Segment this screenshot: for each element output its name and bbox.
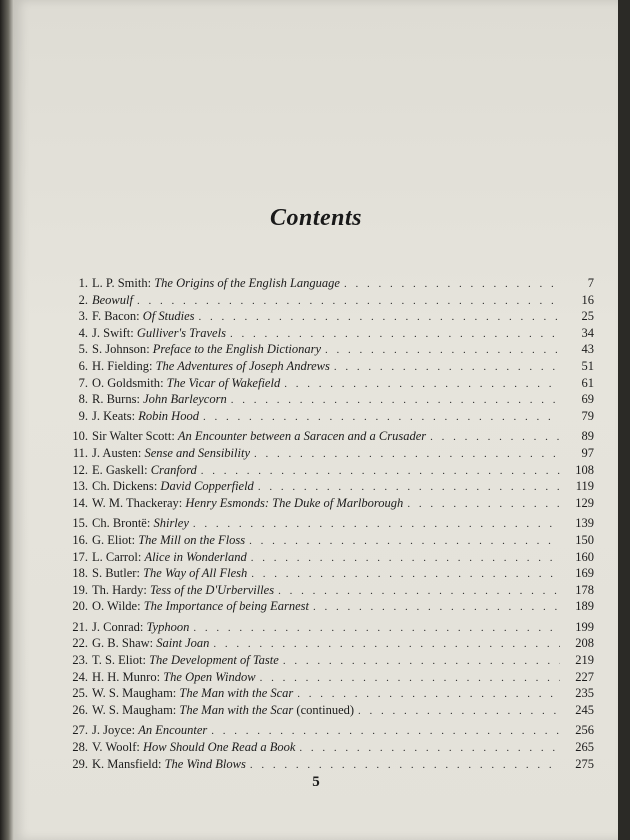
dot-leader xyxy=(213,638,560,650)
entry-author: G. B. Shaw xyxy=(92,636,150,651)
entry-number: 21. xyxy=(72,619,88,634)
entry-page-number: 97 xyxy=(581,445,594,460)
contents-entry xyxy=(62,359,594,376)
entry-author: J. Conrad xyxy=(92,619,140,634)
entry-author: S. Johnson xyxy=(92,342,147,357)
entry-work-title: Of Studies xyxy=(142,309,195,324)
entry-page-number: 43 xyxy=(581,342,594,357)
entry-separator: : xyxy=(136,309,143,324)
entry-work-title: David Copperfield xyxy=(160,479,254,494)
entry-work-title: The Importance of being Earnest xyxy=(143,599,309,614)
entry-work-title: Cranford xyxy=(150,462,197,477)
entry-author: W. M. Thackeray xyxy=(92,495,179,510)
dot-leader xyxy=(258,481,560,493)
entry-work-title: The Man with the Scar xyxy=(179,702,294,717)
entry-author: T. S. Eliot xyxy=(92,653,143,668)
entry-author: L. Carrol xyxy=(92,549,138,564)
entry-author: Sir Walter Scott xyxy=(92,429,172,444)
contents-entry xyxy=(62,740,594,757)
entry-page-number: 178 xyxy=(575,582,594,597)
entry-page-number: 169 xyxy=(575,566,594,581)
entry-page-number: 16 xyxy=(581,292,594,307)
page-number: 5 xyxy=(312,774,320,790)
dot-leader xyxy=(284,378,560,390)
entry-note: (continued) xyxy=(293,702,355,717)
entry-number: 12. xyxy=(72,462,88,477)
entry-separator: : xyxy=(130,325,137,340)
entry-number: 20. xyxy=(72,599,88,614)
dot-leader xyxy=(201,465,560,477)
dot-leader xyxy=(325,344,560,356)
dot-leader xyxy=(283,655,560,667)
entry-separator: : xyxy=(137,549,145,564)
entry-work-title: Sense and Sensibility xyxy=(144,445,250,460)
dot-leader xyxy=(344,278,560,290)
entry-work-title: The Origins of the English Language xyxy=(154,276,340,290)
entry-number: 22. xyxy=(72,636,88,651)
entry-work-title: The Man with the Scar xyxy=(179,686,294,701)
book-page xyxy=(14,0,618,840)
entry-author: G. Eliot xyxy=(92,532,132,547)
entry-number: 19. xyxy=(72,582,88,597)
dot-leader xyxy=(407,498,560,510)
entry-work-title: Saint Joan xyxy=(156,636,210,651)
entry-work-title: Preface to the English Dictionary xyxy=(152,342,322,357)
entry-page-number: 160 xyxy=(575,549,594,564)
entry-separator: : xyxy=(157,756,165,771)
entry-work-title: Henry Esmonds: The Duke of Marlborough xyxy=(185,495,404,510)
contents-entry xyxy=(62,550,594,567)
entry-author: O. Wilde xyxy=(92,599,138,614)
entry-author: W. S. Maugham xyxy=(92,702,173,717)
entry-separator: : xyxy=(131,723,139,738)
entry-separator: : xyxy=(178,495,186,510)
contents-entry xyxy=(62,446,594,463)
entry-separator: : xyxy=(146,342,153,357)
entry-page-number: 7 xyxy=(587,276,594,290)
entry-work-title: The Mill on the Floss xyxy=(138,532,246,547)
dot-leader xyxy=(198,311,560,323)
entry-page-number: 108 xyxy=(575,462,594,477)
entry-author: J. Austen xyxy=(92,445,138,460)
contents-entry xyxy=(62,429,594,446)
entry-number: 2. xyxy=(78,292,88,307)
contents-entry xyxy=(62,686,594,703)
dot-leader xyxy=(251,568,560,580)
entry-author: J. Keats xyxy=(92,408,132,423)
entry-author: H. Fielding xyxy=(92,358,149,373)
entry-number: 7. xyxy=(78,375,88,390)
dot-leader xyxy=(193,622,560,634)
entry-number: 11. xyxy=(72,445,88,460)
entry-page-number: 79 xyxy=(581,408,594,423)
entry-number: 26. xyxy=(72,702,88,717)
contents-entry xyxy=(62,723,594,740)
page-title: Contents xyxy=(269,205,363,231)
entry-separator: : xyxy=(142,653,150,668)
entry-work-title: Alice in Wonderland xyxy=(144,549,247,564)
entry-author: Ch. Dickens xyxy=(92,479,154,494)
entry-work-title: The Development of Taste xyxy=(149,653,279,668)
contents-entry xyxy=(62,583,594,600)
dot-leader xyxy=(254,448,560,460)
entry-separator: : xyxy=(160,375,167,390)
entry-work-title: An Encounter xyxy=(138,723,208,738)
entry-work-title: The Open Window xyxy=(163,669,256,684)
dot-leader xyxy=(297,688,560,700)
entry-author: W. S. Maugham xyxy=(92,686,173,701)
entry-work-title: The Wind Blows xyxy=(164,756,246,771)
entry-number: 13. xyxy=(72,479,88,494)
dot-leader xyxy=(231,394,560,406)
entry-author: O. Goldsmith xyxy=(92,375,161,390)
entry-author: F. Bacon xyxy=(92,309,137,324)
entry-separator: : xyxy=(137,445,145,460)
entry-work-title: How Should One Read a Book xyxy=(142,740,296,755)
contents-entry xyxy=(62,326,594,343)
dot-leader xyxy=(250,759,560,771)
entry-page-number: 189 xyxy=(575,599,594,614)
entry-work-title: The Way of All Flesh xyxy=(143,566,248,581)
entry-page-number: 208 xyxy=(575,636,594,651)
contents-entry xyxy=(62,276,594,293)
contents-entry xyxy=(62,636,594,653)
entry-author: E. Gaskell xyxy=(92,462,145,477)
dot-leader xyxy=(313,601,560,613)
entry-number: 1. xyxy=(78,276,88,290)
entry-page-number: 139 xyxy=(575,516,594,531)
entry-number: 24. xyxy=(72,669,88,684)
entry-separator: : xyxy=(172,686,180,701)
entry-number: 16. xyxy=(72,532,88,547)
entry-work-title: Robin Hood xyxy=(138,408,199,423)
dot-leader xyxy=(278,585,560,597)
entry-number: 10. xyxy=(72,429,88,444)
entry-work-title: Gulliver's Travels xyxy=(136,325,226,340)
entry-separator: : xyxy=(131,532,139,547)
contents-entry xyxy=(62,566,594,583)
entry-number: 28. xyxy=(72,740,88,755)
entry-number: 18. xyxy=(72,566,88,581)
entry-page-number: 89 xyxy=(581,429,594,444)
entry-page-number: 34 xyxy=(581,325,594,340)
entry-number: 5. xyxy=(78,342,88,357)
entry-number: 29. xyxy=(72,756,88,771)
contents-entry xyxy=(62,496,594,513)
entry-separator: : xyxy=(147,276,155,290)
entry-author: L. P. Smith xyxy=(92,276,148,290)
entry-author: H. H. Munro xyxy=(92,669,157,684)
entry-separator: : xyxy=(143,582,150,597)
entry-number: 4. xyxy=(78,325,88,340)
contents-entry xyxy=(62,463,594,480)
entry-number: 23. xyxy=(72,653,88,668)
entry-author: K. Mansfield xyxy=(92,756,158,771)
dot-leader xyxy=(251,552,560,564)
entry-work-title: John Barleycorn xyxy=(143,392,227,407)
entry-page-number: 245 xyxy=(575,702,594,717)
entry-work-title: Shirley xyxy=(153,516,189,531)
contents-entry xyxy=(62,392,594,409)
contents-entry xyxy=(62,757,594,774)
entry-number: 15. xyxy=(72,516,88,531)
entry-work-title: The Adventures of Joseph Andrews xyxy=(155,358,330,373)
entry-number: 8. xyxy=(78,392,88,407)
entry-page-number: 69 xyxy=(581,392,594,407)
entry-separator: : xyxy=(146,516,154,531)
entry-separator: : xyxy=(131,408,139,423)
entry-work-title: Typhoon xyxy=(146,619,190,634)
entry-number: 6. xyxy=(78,358,88,373)
entry-page-number: 265 xyxy=(575,740,594,755)
contents-entry xyxy=(62,533,594,550)
entry-page-number: 51 xyxy=(581,358,594,373)
entry-page-number: 256 xyxy=(575,723,594,738)
show-through-text xyxy=(344,40,614,300)
dot-leader xyxy=(260,672,560,684)
contents-entry xyxy=(62,376,594,393)
entry-page-number: 227 xyxy=(575,669,594,684)
entry-number: 17. xyxy=(72,549,88,564)
entry-author: Th. Hardy xyxy=(92,582,144,597)
entry-work-title: An Encounter between a Saracen and a Crusader xyxy=(177,429,427,444)
entry-author: J. Joyce xyxy=(92,723,132,738)
dot-leader xyxy=(334,361,560,373)
entry-work-title: Beowulf xyxy=(92,292,133,307)
entry-work-title: Tess of the D'Urbervilles xyxy=(149,582,275,597)
entry-separator: : xyxy=(137,599,144,614)
entry-separator: : xyxy=(136,566,144,581)
contents-entry xyxy=(62,293,594,310)
contents-entry xyxy=(62,620,594,637)
entry-separator: : xyxy=(172,702,180,717)
entry-page-number: 219 xyxy=(575,653,594,668)
entry-page-number: 129 xyxy=(575,495,594,510)
dot-leader xyxy=(230,328,560,340)
dot-leader xyxy=(430,431,560,443)
entry-separator: : xyxy=(153,479,161,494)
entry-separator: : xyxy=(136,392,144,407)
entry-work-title: The Vicar of Wakefield xyxy=(166,375,281,390)
contents-entry xyxy=(62,409,594,426)
dot-leader xyxy=(137,295,560,307)
contents-entry xyxy=(62,342,594,359)
entry-page-number: 275 xyxy=(575,756,594,771)
dot-leader xyxy=(203,411,560,423)
entry-page-number: 150 xyxy=(575,532,594,547)
contents-entry xyxy=(62,309,594,326)
contents-entry xyxy=(62,599,594,616)
contents-entry xyxy=(62,479,594,496)
entry-author: Ch. Brontë xyxy=(92,516,147,531)
contents-entry xyxy=(62,653,594,670)
entry-number: 3. xyxy=(78,309,88,324)
dot-leader xyxy=(358,705,560,717)
entry-author: J. Swift xyxy=(92,325,131,340)
dot-leader xyxy=(193,518,560,530)
entry-page-number: 61 xyxy=(581,375,594,390)
book-binding xyxy=(0,0,14,840)
entry-separator: : xyxy=(139,619,147,634)
entry-number: 25. xyxy=(72,686,88,701)
dot-leader xyxy=(211,725,560,737)
contents-entry xyxy=(62,670,594,687)
contents-list xyxy=(62,276,594,773)
entry-separator: : xyxy=(171,429,178,444)
entry-author: R. Burns xyxy=(92,392,137,407)
dot-leader xyxy=(299,742,560,754)
entry-number: 14. xyxy=(72,495,88,510)
entry-separator: : xyxy=(136,740,143,755)
entry-separator: : xyxy=(149,636,157,651)
entry-separator: : xyxy=(148,358,156,373)
entry-author: S. Butler xyxy=(92,566,137,581)
entry-page-number: 25 xyxy=(581,309,594,324)
entry-author: V. Woolf xyxy=(92,740,137,755)
entry-number: 27. xyxy=(72,723,88,738)
entry-number: 9. xyxy=(78,408,88,423)
entry-page-number: 199 xyxy=(575,619,594,634)
dot-leader xyxy=(249,535,560,547)
entry-separator: : xyxy=(144,462,151,477)
entry-page-number: 119 xyxy=(575,479,594,494)
entry-separator: : xyxy=(156,669,164,684)
contents-entry xyxy=(62,703,594,720)
entry-page-number: 235 xyxy=(575,686,594,701)
contents-entry xyxy=(62,516,594,533)
